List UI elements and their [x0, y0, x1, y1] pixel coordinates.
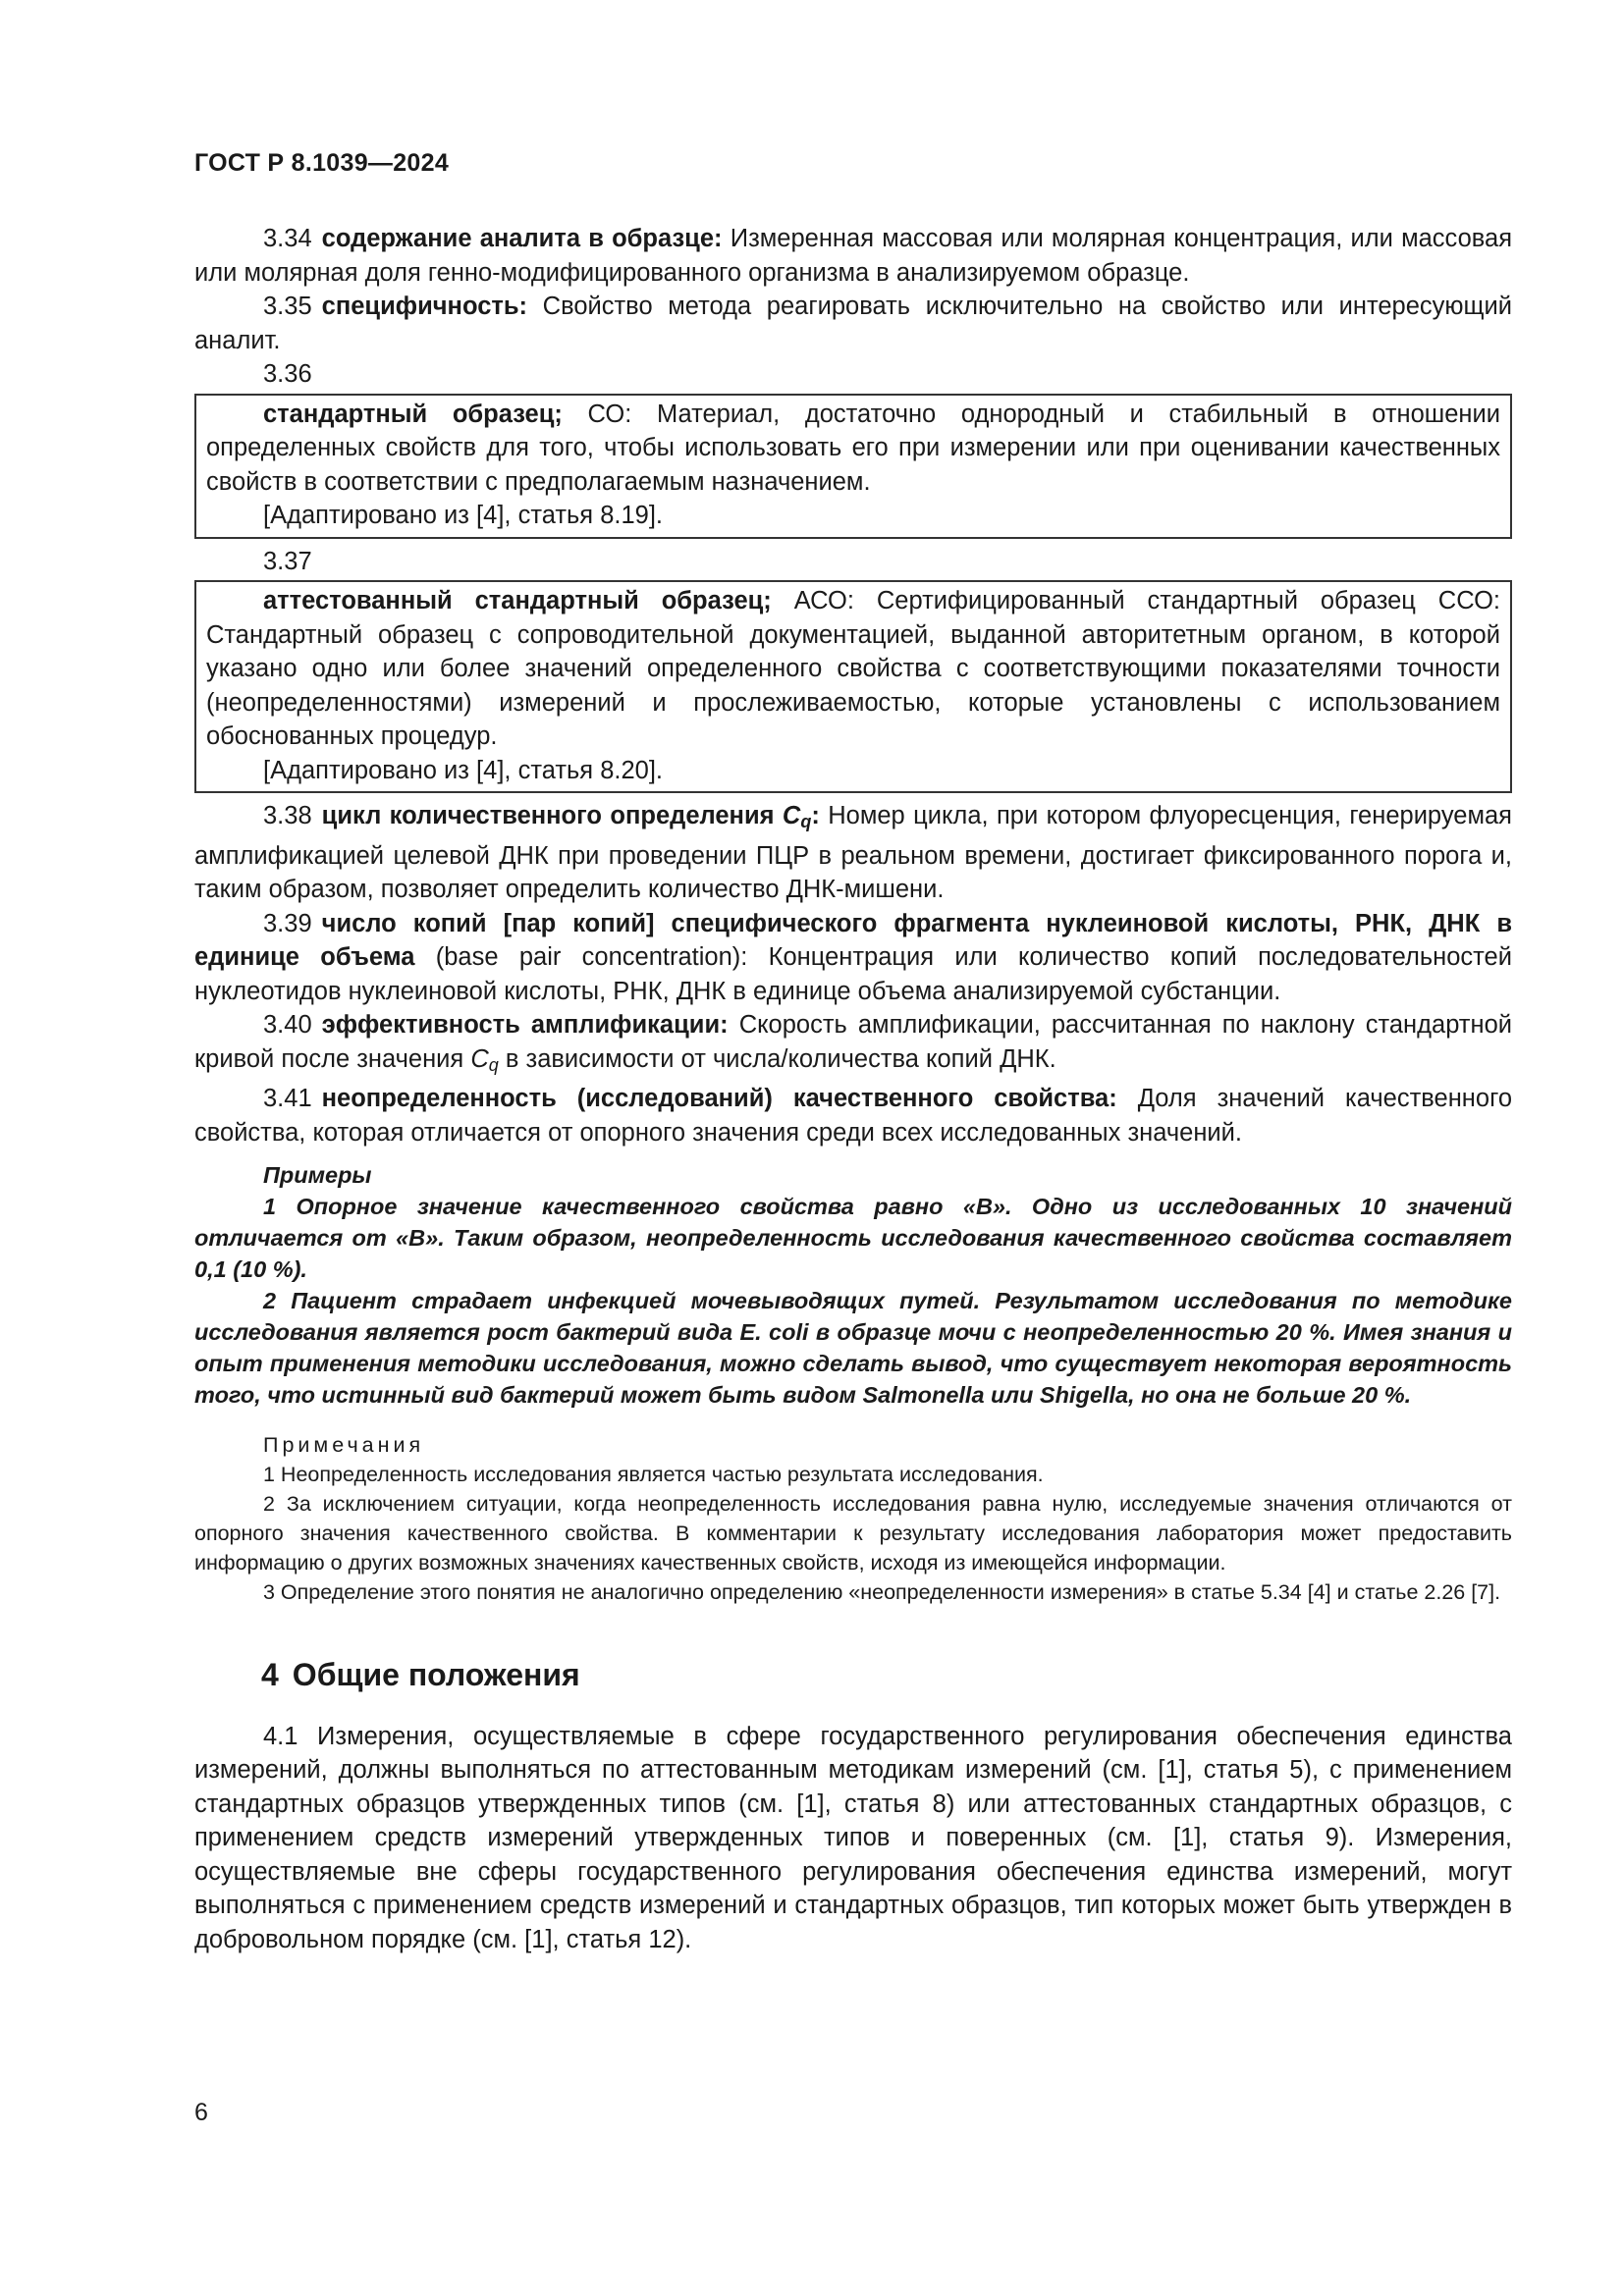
term-3-35 [194, 290, 1512, 357]
example-1: 1 Опорное значение качественного свойства равно «B». Одно из исследованных 10 значений отличается от «B». Таким образом, неопределенность исследования качественного свойства составляет 0,1 (10 %). [194, 1194, 1512, 1282]
term-source: [Адаптировано из [4], статья 8.19]. [263, 502, 664, 529]
term-title: число копий [пар копий] специфического фрагмента нуклеиновой кислоты, РНК, ДНК в единице объема [194, 909, 1512, 971]
term-title: аттестованный стандартный образец; [263, 587, 772, 614]
notes-title: Примечания [263, 1433, 425, 1457]
term-3-36 [206, 398, 1500, 500]
document-header: ГОСТ Р 8.1039—2024 [194, 149, 450, 177]
note-3: 3 Определение этого понятия не аналогично определению «неопределенности измерения» в статье 5.34 [4] и статье 2.26 [7]. [263, 1580, 1501, 1604]
term-title: неопределенность (исследований) качественного свойства: [321, 1085, 1117, 1112]
term-definition: (base pair concentration): Концентрация или количество копий последовательностей нуклеотидов нуклеиновой кислоты, РНК, ДНК в единице объема анализируемой субстанции. [194, 943, 1512, 1005]
term-number: 3.37 [263, 547, 312, 575]
term-3-41 [194, 1082, 1512, 1149]
term-number: 3.39 [263, 909, 312, 937]
example-2: 2 Пациент страдает инфекцией мочевыводящих путей. Результатом исследования по методике исследования является рост бактерий вида E. coli в образце мочи с неопределенностью 20 %. Имея знания и опыт применения методики исследования, можно сделать вывод, что существует некоторая вероятность того, что истинный вид бактерий может быть видом Salmonella или Shigella, но она не больше 20 %. [194, 1288, 1512, 1408]
examples-block [194, 1159, 1512, 1411]
document-body [194, 222, 1512, 1956]
notes-block [194, 1430, 1512, 1607]
section-title: Общие положения [292, 1657, 580, 1692]
examples-title: Примеры [263, 1162, 372, 1188]
term-title: эффективность амплификации: [321, 1011, 729, 1039]
term-number: 3.35 [263, 293, 312, 320]
note-2: 2 За исключением ситуации, когда неопределенность исследования равна нулю, исследуемые значения отличаются от опорного значения качественного свойства. В комментарии к результату исследования лаборатория может предоставить информацию о других возможных значениях качественных свойств, исходя из имеющейся информации. [194, 1492, 1512, 1575]
term-title: стандартный образец; [263, 400, 563, 428]
term-number: 3.41 [263, 1085, 312, 1112]
term-definition: АСО: Сертифицированный стандартный образец ССО: Стандартный образец с сопроводительной документацией, выданной авторитетным органом, в которой указано одно или более значений определенного свойства с соответствующими показателями точности (неопределенностями) измерений и прослеживаемостью, которые установлены с использованием обоснованных процедур. [206, 587, 1500, 750]
term-definition: Измеренная массовая или молярная концентрация, или массовая или молярная доля генно-модифицированного организма в анализируемом образце. [194, 225, 1513, 287]
term-definition: СО: Материал, достаточно однородный и стабильный в отношении определенных свойств для того, чтобы использовать его при измерении или при оценивании качественных свойств в соответствии с предполагаемым назначением. [206, 400, 1500, 496]
section-number: 4 [261, 1657, 279, 1692]
cq-symbol: $C_q$ [782, 802, 812, 831]
term-definition: Свойство метода реагировать исключительно на свойство или интересующий аналит. [194, 293, 1512, 354]
term-title: содержание аналита в образце: [321, 225, 723, 252]
term-3-37 [206, 584, 1500, 754]
cq-symbol: $C_q$ [470, 1044, 499, 1075]
term-definition: Скорость амплификации, рассчитанная по наклону стандартной кривой после значения [194, 1011, 1512, 1073]
paragraph-4-1: 4.1 Измерения, осуществляемые в сфере государственного регулирования обеспечения единства измерений, должны выполняться по аттестованным методикам измерений (см. [1], статья 5), с применением стандартных образцов утвержденных типов (см. [1], статья 8) или аттестованных стандартных образцов, с применением средств измерений утвержденных типов и поверенных (см. [1], статья 9). Измерения, осуществляемые вне сферы государственного регулирования обеспечения единства измерений, могут выполняться с применением средств измерений и стандартных образцов, тип которых может быть утвержден в добровольном порядке (см. [1], статья 12). [194, 1722, 1512, 1953]
term-3-36-box [194, 394, 1512, 539]
term-definition: Доля значений качественного свойства, которая отличается от опорного значения среди всех исследованных значений. [194, 1085, 1512, 1147]
term-3-37-box [194, 580, 1512, 793]
term-3-40 [194, 1008, 1512, 1082]
term-number: 3.34 [263, 225, 312, 252]
term-definition: Номер цикла, при котором флуоресценция, генерируемая амплификацией целевой ДНК при проведении ПЦР в реальном времени, достигает фиксированного порога и, таким образом, позволяет определить количество ДНК-мишени. [194, 802, 1512, 903]
term-title: цикл количественного определения [321, 802, 775, 829]
term-3-34 [194, 222, 1512, 290]
term-source: [Адаптировано из [4], статья 8.20]. [263, 756, 664, 784]
term-3-38: 3.38 цикл количественного определения $C_q$: Номер цикла, при котором флуоресценция, генерируемая амплификацией целевой ДНК при проведении ПЦР в реальном времени, достигает фиксированного порога и, таким образом, позволяет определить количество ДНК-мишени. [194, 802, 1512, 903]
page-number: 6 [194, 2099, 208, 2126]
section-heading [194, 1658, 1512, 1692]
term-definition-cont: в зависимости от числа/количества копий ДНК. [505, 1044, 1056, 1073]
term-title: специфичность: [321, 293, 528, 320]
note-1: 1 Неопределенность исследования является частью результата исследования. [263, 1463, 1044, 1486]
term-number: 3.36 [263, 360, 312, 388]
term-number: 3.40 [263, 1011, 312, 1039]
term-number: 3.38 [263, 802, 312, 829]
term-3-39 [194, 907, 1512, 1009]
